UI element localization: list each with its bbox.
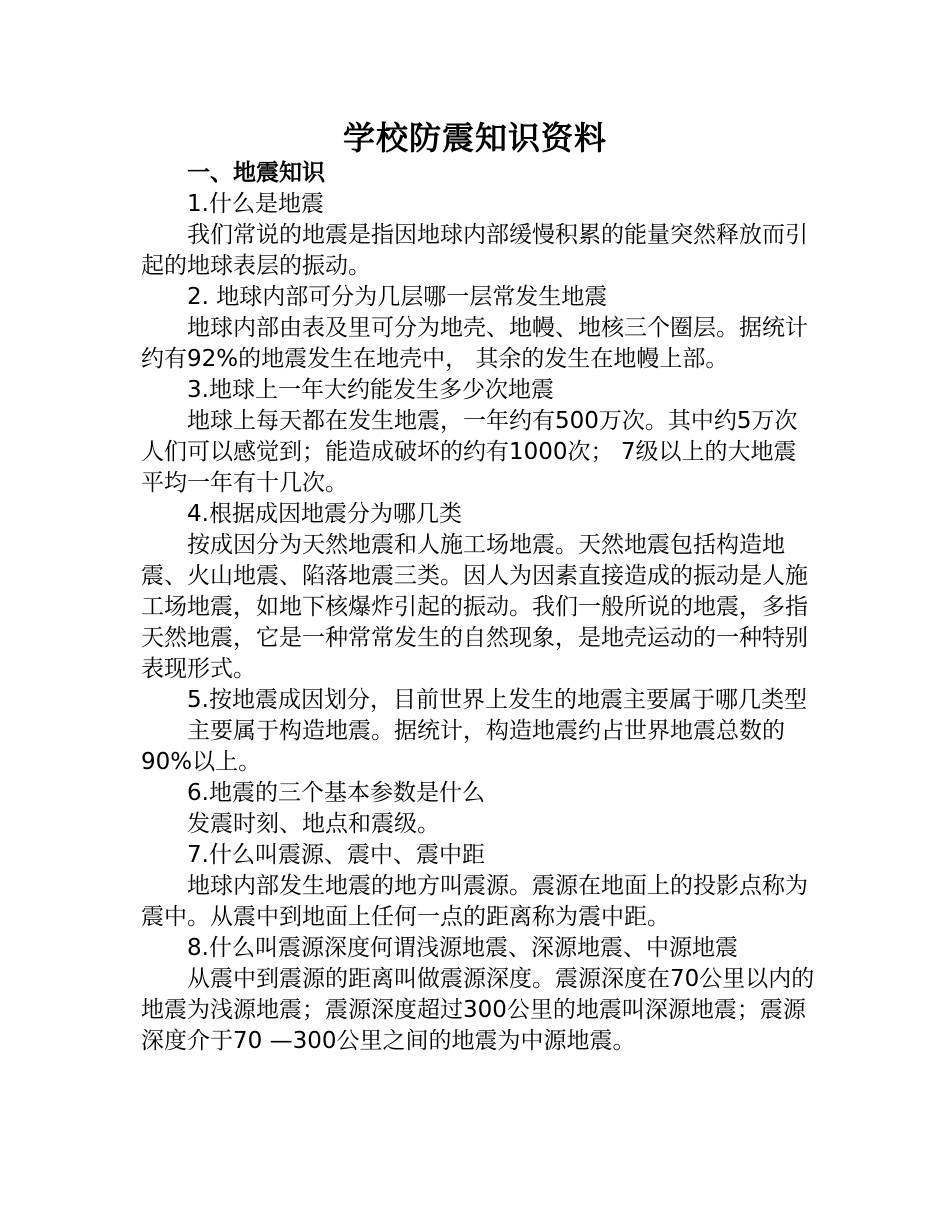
answer-7: 地球内部发生地震的地方叫震源。震源在地面上的投影点称为震中。从震中到地面上任何一点的距离称为震中距。 (141, 873, 808, 930)
answer-5: 主要属于构造地震。据统计，构造地震约占世界地震总数的90%以上。 (141, 718, 785, 775)
section-heading: 一、地震知识 (187, 160, 325, 186)
question-1: 1.什么是地震 (187, 191, 324, 217)
answer-3: 地球上每天都在发生地震，一年约有500万次。其中约5万次人们可以感觉到；能造成破坏的约有1000次； 7级以上的大地震平均一年有十几次。 (141, 408, 798, 496)
answer-8: 从震中到震源的距离叫做震源深度。震源深度在70公里以内的地震为浅源地震；震源深度超过300公里的地震叫深源地震；震源深度介于70 —300公里之间的地震为中源地震。 (141, 966, 815, 1054)
document-title: 学校防震知识资料 (342, 119, 607, 157)
answer-6: 发震时刻、地点和震级。 (187, 811, 440, 837)
question-8: 8.什么叫震源深度何谓浅源地震、深源地震、中源地震 (187, 935, 738, 961)
answer-1: 我们常说的地震是指因地球内部缓慢积累的能量突然释放而引起的地球表层的振动。 (141, 222, 808, 279)
answer-2: 地球内部由表及里可分为地壳、地幔、地核三个圈层。据统计约有92%的地震发生在地壳中， 其余的发生在地幔上部。 (141, 315, 808, 372)
answer-4: 按成因分为天然地震和人施工场地震。天然地震包括构造地震、火山地震、陷落地震三类。因人为因素直接造成的振动是人施工场地震，如地下核爆炸引起的振动。我们一般所说的地震，多指天然地震，它是一种常常发生的自然现象，是地壳运动的一种特别表现形式。 (141, 532, 808, 682)
document-body (141, 158, 817, 1057)
question-5: 5.按地震成因划分，目前世界上发生的地震主要属于哪几类型 (187, 687, 807, 713)
question-3: 3.地球上一年大约能发生多少次地震 (187, 377, 554, 403)
question-7: 7.什么叫震源、震中、震中距 (187, 842, 485, 868)
question-4: 4.根据成因地震分为哪几类 (187, 501, 462, 527)
question-2: 2. 地球内部可分为几层哪一层常发生地震 (187, 284, 608, 310)
question-6: 6.地震的三个基本参数是什么 (187, 780, 485, 806)
